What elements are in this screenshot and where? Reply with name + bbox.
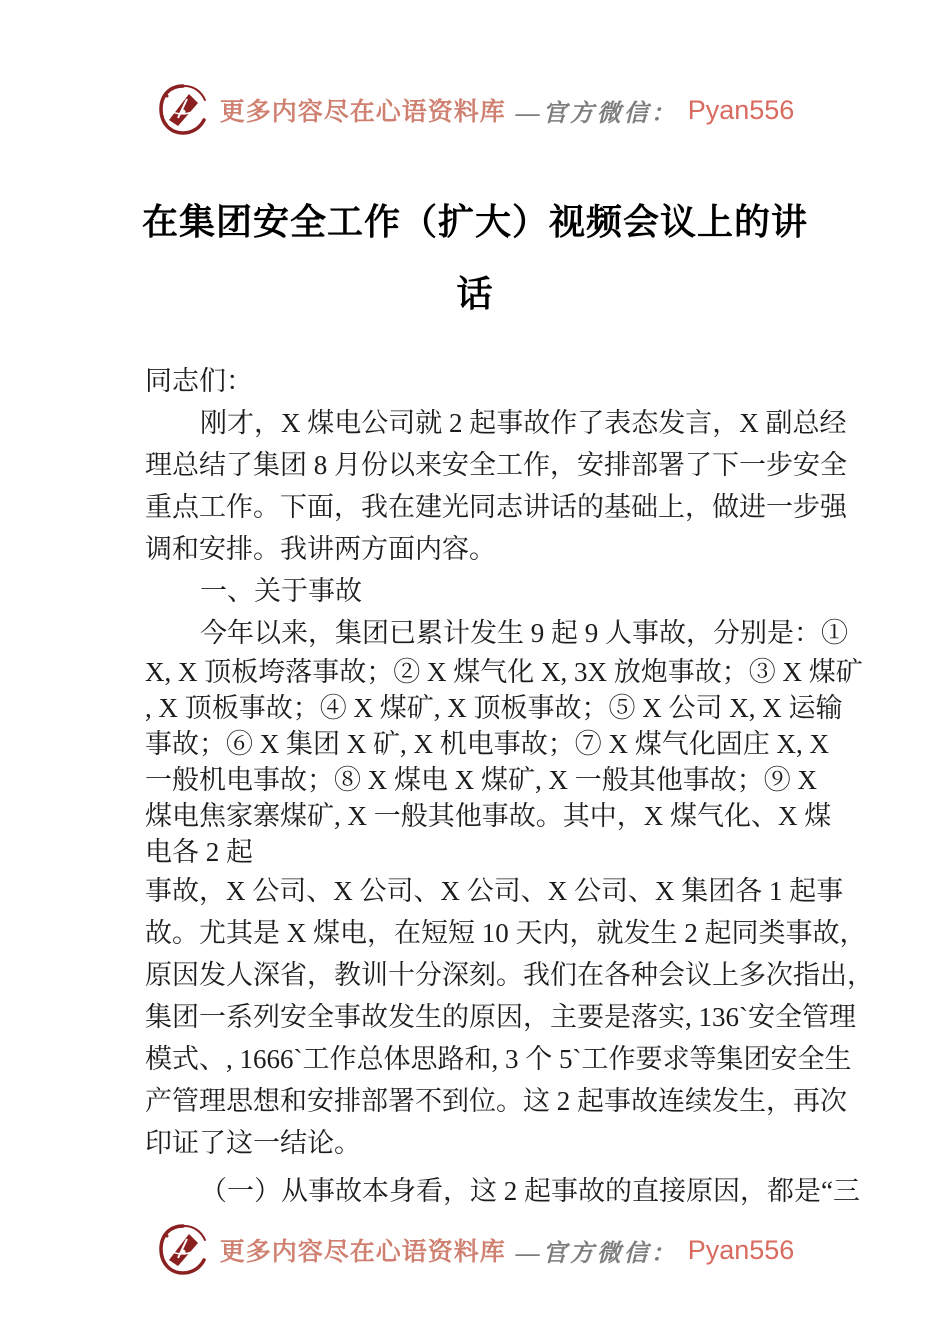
promo-wechat-id: Pyan556 (687, 94, 795, 125)
pen-logo-icon (156, 82, 210, 138)
text-line: 电各 2 起 (145, 837, 253, 867)
promo-brand-text: 更多内容尽在心语资料库 (219, 1239, 506, 1266)
text-line: 故。尤其是 X 煤电，在短短 10 天内，就发生 2 起同类事故， (145, 918, 867, 948)
document-title-line1: 在集团安全工作（扩大）视频会议上的讲 (141, 202, 808, 242)
text-line: 事故；⑥ X 集团 X 矿, X 机电事故；⑦ X 煤气化固庄 X, X (145, 729, 829, 759)
text-line: , X 顶板事故；④ X 煤矿, X 顶板事故；⑤ X 公司 X, X 运输 (145, 693, 843, 723)
text-line: 印证了这一结论。 (145, 1128, 361, 1158)
header-promo-banner (0, 82, 950, 138)
text-line: 煤电焦家寨煤矿, X 一般其他事故。其中，X 煤气化、X 煤 (145, 801, 832, 831)
text-line: 原因发人深省，教训十分深刻。我们在各种会议上多次指出， (145, 960, 874, 990)
text-line: 产管理思想和安排部署不到位。这 2 起事故连续发生，再次 (145, 1086, 847, 1116)
pen-logo-icon (156, 1222, 210, 1278)
text-line: 调和安排。我讲两方面内容。 (145, 534, 496, 564)
promo-wechat-id: Pyan556 (687, 1234, 795, 1265)
document-title-line2: 话 (456, 274, 494, 314)
text-line: 一、关于事故 (200, 576, 362, 606)
text-line: 事故，X 公司、X 公司、X 公司、X 公司、X 集团各 1 起事 (145, 876, 844, 906)
promo-wechat-label: —官方微信： (515, 1240, 678, 1267)
document-body (145, 360, 874, 1212)
text-line: 集团一系列安全事故发生的原因，主要是落实, 136`安全管理 (145, 1002, 856, 1032)
text-line: 重点工作。下面，我在建光同志讲话的基础上，做进一步强 (145, 492, 847, 522)
promo-brand-text: 更多内容尽在心语资料库 (219, 99, 506, 126)
text-line: 同志们： (145, 366, 253, 396)
text-line: 模式、, 1666`工作总体思路和, 3 个 5`工作要求等集团安全生 (145, 1044, 852, 1074)
text-line: 一般机电事故；⑧ X 煤电 X 煤矿, X 一般其他事故；⑨ X (145, 765, 817, 795)
promo-wechat-label: —官方微信： (515, 100, 678, 127)
text-line: X, X 顶板垮落事故；② X 煤气化 X, 3X 放炮事故；③ X 煤矿 (145, 657, 863, 687)
text-line: 今年以来，集团已累计发生 9 起 9 人事故，分别是：① (200, 618, 848, 648)
text-line: （一）从事故本身看，这 2 起事故的直接原因，都是“三 (200, 1176, 860, 1206)
text-line: 理总结了集团 8 月份以来安全工作，安排部署了下一步安全 (145, 450, 847, 480)
text-line: 刚才，X 煤电公司就 2 起事故作了表态发言，X 副总经 (200, 408, 847, 438)
document-title (0, 186, 950, 330)
footer-promo-banner (0, 1222, 950, 1278)
